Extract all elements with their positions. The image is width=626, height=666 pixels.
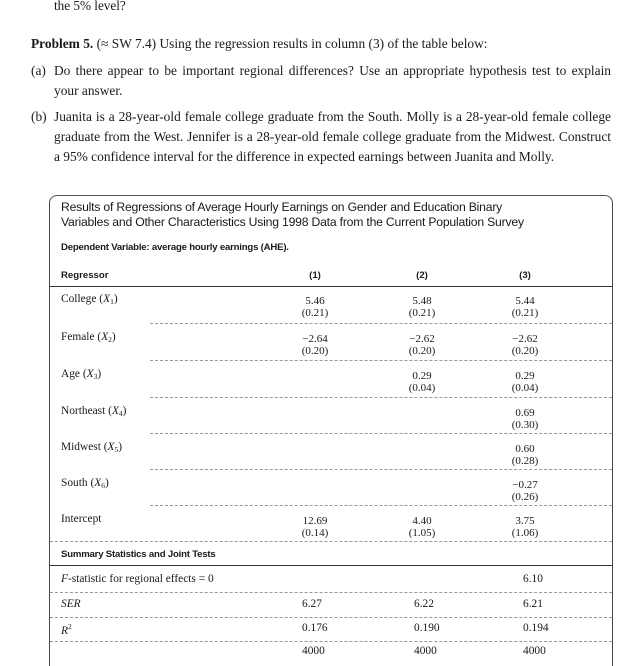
row-label: F-statistic for regional effects = 0: [61, 573, 214, 585]
problem-heading: [31, 36, 488, 52]
row-label: SER: [61, 598, 81, 610]
part-a-text: Do there appear to be important regional differences? Use an appropriate hypothesis test to explain your answer.: [54, 63, 611, 98]
row-divider: [150, 469, 612, 470]
cell: 4.40 (1.05): [408, 515, 436, 539]
part-b: [31, 107, 611, 167]
previous-question-tail: the 5% level?: [54, 0, 126, 13]
part-a-label: (a): [31, 63, 46, 78]
header-regressor: Regressor: [61, 270, 109, 281]
dependent-variable-note: Dependent Variable: average hourly earnings (AHE).: [61, 242, 289, 253]
header-col-1: (1): [309, 270, 321, 281]
header-rule: [50, 286, 612, 287]
row-divider: [150, 433, 612, 434]
cell: 0.176: [302, 622, 328, 634]
cell: 4000: [302, 645, 325, 657]
cell: 0.69 (0.30): [511, 407, 539, 431]
problem-reference: (≈ SW 7.4): [96, 36, 157, 51]
regression-table: [49, 195, 613, 666]
row-label: Female $(X_2)$: [61, 331, 116, 344]
cell: 5.46 (0.21): [301, 295, 329, 319]
cell: 5.48 (0.21): [408, 295, 436, 319]
row-divider: [50, 592, 612, 593]
cell: 0.194: [523, 622, 549, 634]
cell: 4000: [523, 645, 546, 657]
cell: −2.62 (0.20): [408, 333, 436, 357]
header-col-2: (2): [416, 270, 428, 281]
cell: 0.190: [414, 622, 440, 634]
summary-statistics-heading: Summary Statistics and Joint Tests: [61, 549, 216, 560]
row-label: Age $(X_3)$: [61, 368, 102, 381]
cell: 5.44 (0.21): [511, 295, 539, 319]
row-divider: [50, 641, 612, 642]
row-divider: [150, 360, 612, 361]
part-a: [31, 61, 611, 101]
row-divider: [150, 397, 612, 398]
header-col-3: (3): [519, 270, 531, 281]
cell: −2.62 (0.20): [511, 333, 539, 357]
cell: 6.22: [414, 598, 434, 610]
part-b-text: Juanita is a 28-year-old female college graduate from the South. Molly is a 28-year-old female college graduate from the West. Jennifer is a 28-year-old female college graduate from the Midwest. Construct a 95% confidence interval for the difference in expected earnings between Juanita and Molly.: [54, 109, 611, 164]
row-label: South $(X_6)$: [61, 477, 109, 490]
table-caption-line2: Variables and Other Characteristics Using 1998 Data from the Current Population Survey: [61, 215, 524, 229]
cell: −2.64 (0.20): [301, 333, 329, 357]
row-divider: [150, 323, 612, 324]
part-b-label: (b): [31, 109, 47, 124]
cell: 6.10: [523, 573, 543, 585]
table-caption: [61, 200, 524, 230]
row-label: College $(X_1)$: [61, 293, 118, 306]
table-caption-line1: Results of Regressions of Average Hourly Earnings on Gender and Education Binary: [61, 200, 503, 214]
cell: 0.29 (0.04): [408, 370, 436, 394]
row-divider: [50, 617, 612, 618]
row-divider: [50, 541, 612, 542]
cell: 0.60 (0.28): [511, 443, 539, 467]
cell: 6.21: [523, 598, 543, 610]
row-label: Intercept: [61, 513, 102, 525]
cell: 3.75 (1.06): [511, 515, 539, 539]
row-label: Midwest $(X_5)$: [61, 441, 123, 454]
cell: 4000: [414, 645, 437, 657]
summary-rule: [50, 565, 612, 566]
cell: 6.27: [302, 598, 322, 610]
row-label: $R^2$: [61, 622, 72, 637]
problem-number: Problem 5.: [31, 36, 94, 51]
row-divider: [150, 505, 612, 506]
problem-intro: Using the regression results in column (3) of the table below:: [159, 36, 488, 51]
cell: −0.27 (0.26): [511, 479, 539, 503]
cell: 0.29 (0.04): [511, 370, 539, 394]
table-header-row: [50, 268, 612, 284]
cell: 12.69 (0.14): [301, 515, 329, 539]
row-label: Northeast $(X_4)$: [61, 405, 127, 418]
